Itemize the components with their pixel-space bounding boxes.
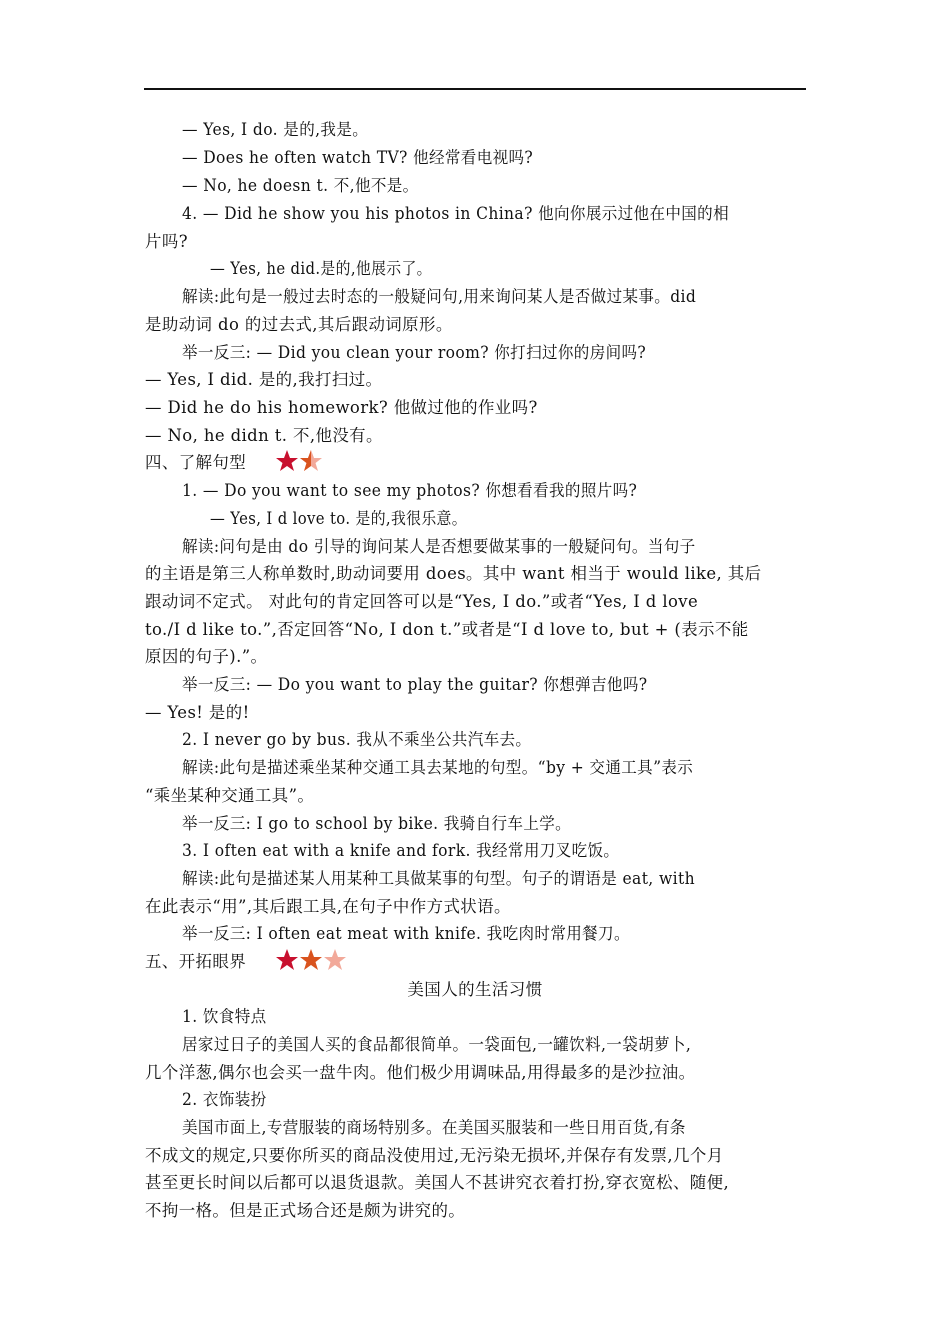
rating-stars bbox=[275, 449, 323, 473]
text-line: — Yes, I did. 是的,我打扫过。 bbox=[145, 370, 383, 389]
subheading: 1. 饮食特点 bbox=[182, 1007, 267, 1026]
text-line: — No, he didn t. 不,他没有。 bbox=[145, 426, 383, 445]
text-line: 举一反三: I often eat meat with knife. 我吃肉时常用餐刀。 bbox=[182, 924, 630, 943]
text-line: 解读:问句是由 do 引导的询问某人是否想要做某事的一般疑问句。当句子 bbox=[182, 537, 696, 556]
text-line: 3. I often eat with a knife and fork. 我经常用刀叉吃饭。 bbox=[182, 841, 620, 860]
subheading: 2. 衣饰装扮 bbox=[182, 1090, 267, 1109]
text-line: 1. — Do you want to see my photos? 你想看看我的照片吗? bbox=[182, 481, 638, 500]
text-line: — Yes, I d love to. 是的,我很乐意。 bbox=[210, 509, 467, 528]
text-line: 居家过日子的美国人买的食品都很简单。一袋面包,一罐饮料,一袋胡萝卜, bbox=[182, 1035, 692, 1054]
text-line: — No, he doesn t. 不,他不是。 bbox=[182, 176, 419, 195]
section-heading: 四、了解句型 bbox=[145, 453, 247, 472]
text-line: to./I d like to.”,否定回答“No, I don t.”或者是“I d love to, but + (表示不能 bbox=[145, 620, 749, 639]
text-line: 举一反三: — Do you want to play the guitar? 你想弹吉他吗? bbox=[182, 675, 648, 694]
text-line: 片吗? bbox=[145, 232, 188, 251]
text-line: 几个洋葱,偶尔也会买一盘牛肉。他们极少用调味品,用得最多的是沙拉油。 bbox=[145, 1063, 696, 1082]
text-line: “乘坐某种交通工具”。 bbox=[145, 786, 315, 805]
text-line: 解读:此句是一般过去时态的一般疑问句,用来询问某人是否做过某事。did bbox=[182, 287, 697, 306]
text-line: 不拘一格。但是正式场合还是颇为讲究的。 bbox=[145, 1201, 466, 1220]
article-title: 美国人的生活习惯 bbox=[407, 980, 543, 999]
text-line: — Yes! 是的! bbox=[145, 703, 250, 722]
text-line: — Yes, he did.是的,他展示了。 bbox=[210, 259, 432, 278]
header-rule bbox=[144, 88, 806, 90]
text-line: — Does he often watch TV? 他经常看电视吗? bbox=[182, 148, 534, 167]
text-line: 不成文的规定,只要你所买的商品没使用过,无污染无损坏,并保存有发票,几个月 bbox=[145, 1146, 724, 1165]
text-line: — Yes, I do. 是的,我是。 bbox=[182, 120, 369, 139]
text-line: 举一反三: — Did you clean your room? 你打扫过你的房间吗? bbox=[182, 343, 647, 362]
text-line: 解读:此句是描述某人用某种工具做某事的句型。句子的谓语是 eat, with bbox=[182, 869, 695, 888]
text-line: 原因的句子).”。 bbox=[145, 647, 268, 666]
text-line: 举一反三: I go to school by bike. 我骑自行车上学。 bbox=[182, 814, 572, 833]
text-line: 在此表示“用”,其后跟工具,在句子中作方式状语。 bbox=[145, 897, 511, 916]
half-star-icon bbox=[299, 449, 323, 473]
text-line: 美国市面上,专营服装的商场特别多。在美国买服装和一些日用百货,有条 bbox=[182, 1118, 686, 1137]
text-line: 是助动词 do 的过去式,其后跟动词原形。 bbox=[145, 315, 453, 334]
star-icon bbox=[275, 449, 299, 473]
text-line: 的主语是第三人称单数时,助动词要用 does。其中 want 相当于 would like, 其后 bbox=[145, 564, 762, 583]
text-line: 甚至更长时间以后都可以退货退款。美国人不甚讲究衣着打扮,穿衣宽松、随便, bbox=[145, 1173, 730, 1192]
faded-star-icon bbox=[323, 948, 347, 972]
text-line: — Did he do his homework? 他做过他的作业吗? bbox=[145, 398, 538, 417]
text-line: 跟动词不定式。 对此句的肯定回答可以是“Yes, I do.”或者“Yes, I d love bbox=[145, 592, 699, 611]
star-icon bbox=[299, 948, 323, 972]
text-line: 2. I never go by bus. 我从不乘坐公共汽车去。 bbox=[182, 730, 532, 749]
text-line: 4. — Did he show you his photos in China? 他向你展示过他在中国的相 bbox=[182, 204, 730, 223]
rating-stars bbox=[275, 948, 347, 972]
text-line: 解读:此句是描述乘坐某种交通工具去某地的句型。“by + 交通工具”表示 bbox=[182, 758, 694, 777]
star-icon bbox=[275, 948, 299, 972]
section-heading: 五、开拓眼界 bbox=[145, 952, 247, 971]
